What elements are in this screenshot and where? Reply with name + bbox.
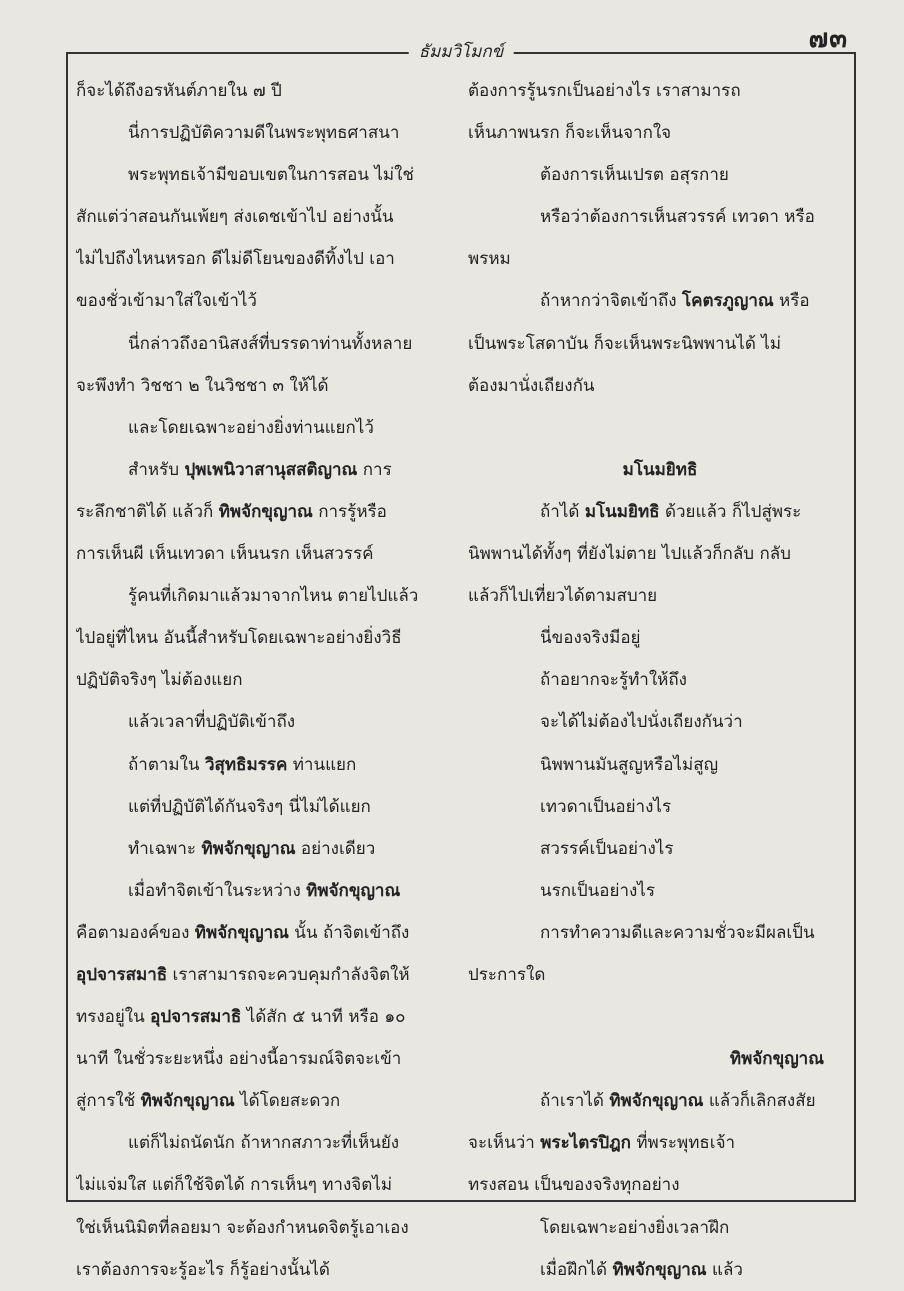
text-segment: คือตามองค์ของ (76, 922, 195, 943)
text-segment: การ (357, 459, 392, 480)
text-segment: สู่การใช้ (76, 1091, 141, 1112)
text-segment: ได้โดยสะดวก (234, 1091, 341, 1112)
text-segment: รู้คนที่เกิดมาแล้วมาจากไหน ตายไปแล้ว (128, 586, 419, 607)
text-line (76, 112, 462, 154)
text-segment: หรือ (773, 291, 810, 312)
text-segment: ได้สัก ๕ นาที หรือ ๑๐ (241, 1007, 406, 1028)
page-number: ๗๓ (808, 24, 848, 54)
text-line (468, 280, 852, 322)
text-line (468, 828, 852, 870)
bold-term: อุปจารสมาธิ (76, 964, 168, 985)
text-line (468, 617, 852, 659)
text-segment: ระลึกชาติได้ แล้วก็ (76, 501, 219, 522)
text-segment: เห็นภาพนรก ก็จะเห็นจากใจ (468, 123, 672, 144)
text-line (76, 533, 462, 575)
text-line (468, 1164, 852, 1206)
text-line (76, 786, 462, 828)
text-segment: ประการใด (468, 964, 546, 985)
text-segment: ถ้าได้ (540, 501, 585, 522)
text-segment: โดยเฉพาะอย่างยิ่งเวลาฝึก (540, 1217, 730, 1238)
bold-term: ทิพจักขุญาณ (306, 880, 401, 901)
text-line (468, 238, 852, 280)
bold-term: อุปจารสมาธิ (150, 1007, 242, 1028)
text-line (76, 617, 462, 659)
text-line (468, 1080, 852, 1122)
blank-line (468, 407, 852, 449)
text-line (76, 954, 462, 996)
bold-term: ทิพจักขุญาณ (218, 501, 313, 522)
text-line (468, 112, 852, 154)
text-line (76, 996, 462, 1038)
text-line (76, 238, 462, 280)
text-line (468, 1249, 852, 1291)
text-segment: เมื่อทำจิตเข้าในระหว่าง (128, 880, 307, 901)
text-line (468, 659, 852, 701)
text-line (76, 575, 462, 617)
text-line (468, 323, 852, 365)
right-column (468, 70, 852, 1291)
text-frame (66, 42, 856, 1280)
text-segment: เป็นพระโสดาบัน ก็จะเห็นพระนิพพานได้ ไม่ (468, 333, 782, 354)
text-line (76, 701, 462, 743)
blank-line (468, 996, 852, 1038)
text-segment: ทรงอยู่ใน (76, 1007, 151, 1028)
text-segment: นี่การปฏิบัติความดีในพระพุทธศาสนา (128, 123, 400, 144)
text-segment: และโดยเฉพาะอย่างยิ่งท่านแยกไว้ (128, 417, 374, 438)
text-line (76, 70, 462, 112)
text-line (76, 1080, 462, 1122)
text-segment: จะได้ไม่ต้องไปนั่งเถียงกันว่า (540, 712, 743, 733)
text-segment: ด้วยแล้ว ก็ไปสู่พระ (659, 501, 802, 522)
bold-term: มโนมยิทธิ (622, 459, 698, 480)
bold-term: วิสุทธิมรรค (204, 754, 288, 775)
text-line (468, 196, 852, 238)
text-line (76, 1122, 462, 1164)
bold-term: ทิพจักขุญาณ (729, 1049, 824, 1070)
text-segment: ที่พระพุทธเจ้า (630, 1133, 736, 1154)
text-segment: แต่ก็ไม่ถนัดนัก ถ้าหากสภาวะที่เห็นยัง (128, 1133, 400, 1154)
text-line (76, 1038, 462, 1080)
text-segment: หรือว่าต้องการเห็นสวรรค์ เทวดา หรือ (540, 207, 815, 228)
text-segment: ทรงสอน เป็นของจริงทุกอย่าง (468, 1175, 680, 1196)
text-line (76, 912, 462, 954)
text-segment: สวรรค์เป็นอย่างไร (540, 838, 674, 859)
text-segment: ปฏิบัติจริงๆ ไม่ต้องแยก (76, 670, 243, 691)
bold-term: ทิพจักขุญาณ (609, 1091, 704, 1112)
text-segment: ของชั่วเข้ามาใส่ใจเข้าไว้ (76, 291, 257, 312)
text-segment: นี่ของจริงมีอยู่ (540, 628, 641, 649)
text-line (468, 533, 852, 575)
text-segment: ถ้าอยากจะรู้ทำให้ถึง (540, 670, 687, 691)
text-segment: นรกเป็นอย่างไร (540, 880, 655, 901)
text-segment: ไม่ไปถึงไหนหรอก ดีไม่ดีโยนของดีทิ้งไป เอา (76, 249, 395, 270)
text-segment: ถ้าหากว่าจิตเข้าถึง (540, 291, 682, 312)
text-line (76, 196, 462, 238)
text-segment: แล้วก็เลิกสงสัย (703, 1091, 816, 1112)
text-segment: แล้วก็ไปเที่ยวได้ตามสบาย (468, 586, 658, 607)
section-heading (468, 449, 852, 491)
text-line (76, 659, 462, 701)
text-line (76, 449, 462, 491)
text-line (468, 1207, 852, 1249)
text-segment: ใช่เห็นนิมิตที่ลอยมา จะต้องกำหนดจิตรู้เอาเอง (76, 1217, 409, 1238)
bold-term: พระไตรปิฎก (540, 1133, 631, 1154)
bold-term: โคตรภูญาณ (681, 291, 774, 312)
text-line (468, 870, 852, 912)
text-segment: การทำความดีและความชั่วจะมีผลเป็น (540, 922, 815, 943)
text-line (468, 744, 852, 786)
text-line (468, 365, 852, 407)
text-segment: สำหรับ (128, 459, 185, 480)
text-segment: เทวดาเป็นอย่างไร (540, 796, 672, 817)
text-line (468, 70, 852, 112)
text-segment: ถ้าเราได้ (540, 1091, 610, 1112)
text-segment: ทำเฉพาะ (128, 838, 202, 859)
text-segment: นิพพานมันสูญหรือไม่สูญ (540, 754, 719, 775)
text-segment: จะพึงทำ วิชชา ๒ ในวิชชา ๓ ให้ได้ (76, 375, 329, 396)
text-line (468, 575, 852, 617)
bold-term: ทิพจักขุญาณ (612, 1259, 707, 1280)
text-line (468, 701, 852, 743)
text-segment: ถ้าตามใน (128, 754, 205, 775)
text-segment: แล้วเวลาที่ปฏิบัติเข้าถึง (128, 712, 296, 733)
text-segment: นิพพานได้ทั้งๆ ที่ยังไม่ตาย ไปแล้วก็กลับ กลับ (468, 544, 791, 565)
text-segment: เราต้องการจะรู้อะไร ก็รู้อย่างนั้นได้ (76, 1259, 330, 1280)
text-segment: ไปอยู่ที่ไหน อันนี้สำหรับโดยเฉพาะอย่างยิ่งวิธี (76, 628, 402, 649)
text-segment: ต้องการรู้นรกเป็นอย่างไร เราสามารถ (468, 81, 741, 101)
text-segment: พรหม (468, 249, 511, 270)
text-segment: แล้ว (706, 1259, 743, 1280)
text-line (76, 407, 462, 449)
bold-term: ทิพจักขุญาณ (140, 1091, 235, 1112)
text-segment: เราสามารถจะควบคุมกำลังจิตให้ (167, 964, 410, 985)
text-segment: อย่างเดียว (295, 838, 376, 859)
text-line (468, 491, 852, 533)
text-line (76, 1249, 462, 1291)
text-line (468, 786, 852, 828)
text-line (76, 828, 462, 870)
text-line (76, 491, 462, 533)
text-segment: แต่ที่ปฏิบัติได้กันจริงๆ นี่ไม่ได้แยก (128, 796, 371, 817)
text-line (76, 1207, 462, 1249)
text-line (76, 323, 462, 365)
text-segment: นี่กล่าวถึงอานิสงส์ที่บรรดาท่านทั้งหลาย (128, 333, 413, 354)
text-segment: นั้น ถ้าจิตเข้าถึง (288, 922, 410, 943)
text-segment: ต้องการเห็นเปรต อสุรกาย (540, 165, 729, 186)
text-line (76, 1164, 462, 1206)
bold-term: ทิพจักขุญาณ (194, 922, 289, 943)
text-line (76, 154, 462, 196)
text-segment: การรู้หรือ (312, 501, 387, 522)
text-segment: ท่านแยก (287, 754, 357, 775)
text-segment: จะเห็นว่า (468, 1133, 541, 1154)
text-line (468, 1122, 852, 1164)
text-segment: เมื่อฝึกได้ (540, 1259, 613, 1280)
bold-term: มโนมยิทธิ (584, 501, 660, 522)
text-line (76, 365, 462, 407)
text-segment: ต้องมานั่งเถียงกัน (468, 375, 595, 396)
text-line (468, 954, 852, 996)
text-line (76, 870, 462, 912)
bold-term: ปุพเพนิวาสานุสสติญาณ (184, 459, 358, 480)
text-segment: สักแต่ว่าสอนกันเพ้ยๆ ส่งเดชเข้าไป อย่างนั้น (76, 207, 394, 228)
text-line (468, 154, 852, 196)
text-line (468, 912, 852, 954)
text-segment: การเห็นผี เห็นเทวดา เห็นนรก เห็นสวรรค์ (76, 544, 374, 565)
running-title: ธัมมวิโมกข์ (409, 38, 514, 65)
text-segment: พระพุทธเจ้ามีขอบเขตในการสอน ไม่ใช่ (128, 165, 414, 186)
text-line (76, 280, 462, 322)
text-segment: นาที ในชั่วระยะหนึ่ง อย่างนี้อารมณ์จิตจะเข้า (76, 1049, 402, 1070)
text-line (76, 744, 462, 786)
left-column (76, 70, 462, 1291)
bold-term: ทิพจักขุญาณ (201, 838, 296, 859)
text-segment: ไม่แจ่มใส แต่ก็ใช้จิตได้ การเห็นๆ ทางจิตไม่ (76, 1175, 393, 1196)
text-segment: ก็จะได้ถึงอรหันต์ภายใน ๗ ปี (76, 81, 282, 101)
section-heading (468, 1038, 852, 1080)
